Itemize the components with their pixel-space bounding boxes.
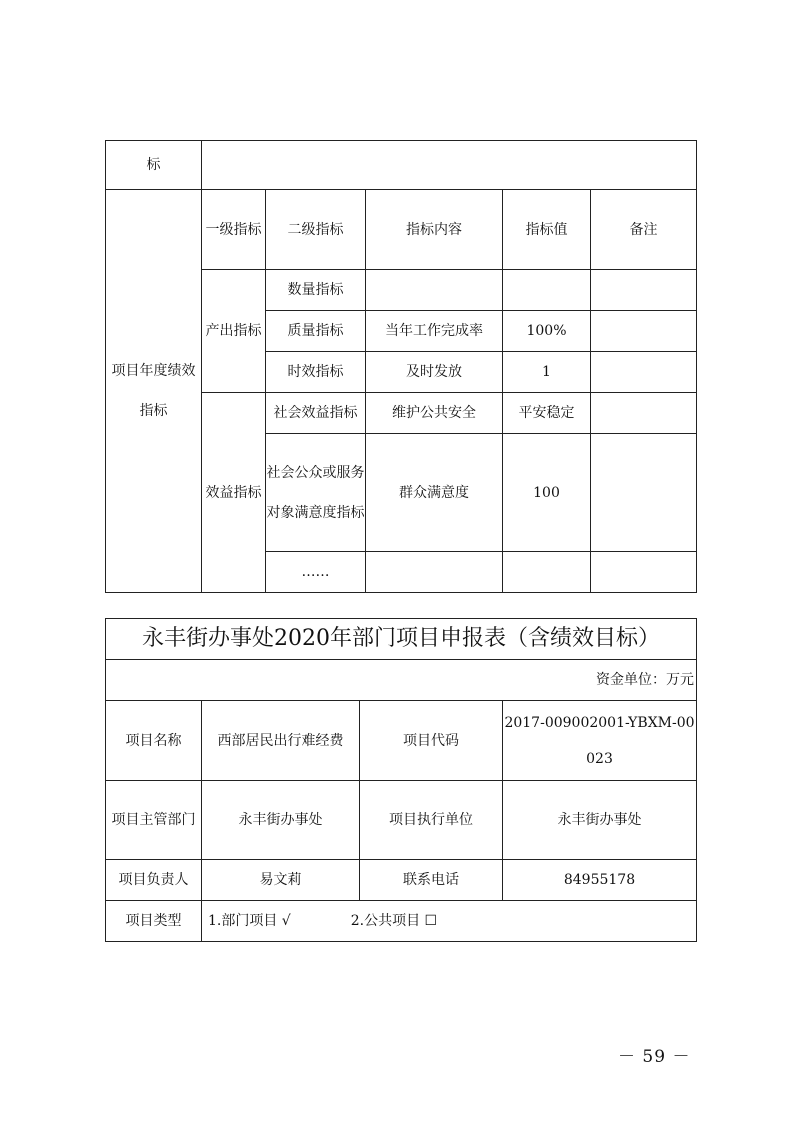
header-note: 备注 (591, 190, 697, 270)
project-code-value: 2017-009002001-YBXM-00023 (503, 701, 697, 781)
type-option-public[interactable]: 2.公共项目 ☐ (350, 913, 438, 929)
project-type-options (202, 901, 697, 942)
phone-label: 联系电话 (360, 860, 503, 901)
executor-label: 项目执行单位 (360, 781, 503, 860)
benefit-note (591, 393, 697, 434)
header-value: 指标值 (503, 190, 591, 270)
benefit-note (591, 434, 697, 552)
performance-indicators-table (105, 140, 697, 593)
supervisor-value: 永丰街办事处 (202, 781, 360, 860)
benefit-content: 维护公共安全 (366, 393, 503, 434)
output-value: 100% (503, 311, 591, 352)
output-note (591, 311, 697, 352)
project-name-label: 项目名称 (106, 701, 202, 781)
output-level2: 数量指标 (266, 270, 366, 311)
top-row-label: 标 (106, 141, 202, 190)
top-row-content (202, 141, 697, 190)
output-value (503, 270, 591, 311)
currency-unit: 资金单位：万元 (106, 660, 697, 701)
form-title: 永丰街办事处2020年部门项目申报表（含绩效目标） (106, 619, 697, 660)
output-content: 及时发放 (366, 352, 503, 393)
type-option-department[interactable]: 1.部门项目 √ (208, 913, 291, 929)
benefit-value: 100 (503, 434, 591, 552)
output-note (591, 352, 697, 393)
project-code-label: 项目代码 (360, 701, 503, 781)
project-type-label: 项目类型 (106, 901, 202, 942)
project-application-form (105, 618, 697, 942)
output-indicator-label: 产出指标 (202, 270, 266, 393)
project-name-value: 西部居民出行难经费 (202, 701, 360, 781)
benefit-indicator-label: 效益指标 (202, 393, 266, 593)
section-label: 项目年度绩效指标 (106, 190, 202, 593)
benefit-level2: 社会效益指标 (266, 393, 366, 434)
leader-label: 项目负责人 (106, 860, 202, 901)
benefit-content: 群众满意度 (366, 434, 503, 552)
output-content: 当年工作完成率 (366, 311, 503, 352)
header-content: 指标内容 (366, 190, 503, 270)
output-note (591, 270, 697, 311)
header-level2: 二级指标 (266, 190, 366, 270)
output-level2: 时效指标 (266, 352, 366, 393)
page-number: － 59 － (618, 1047, 691, 1067)
benefit-level2: 社会公众或服务对象满意度指标 (266, 434, 366, 552)
benefit-value: 平安稳定 (503, 393, 591, 434)
supervisor-label: 项目主管部门 (106, 781, 202, 860)
leader-value: 易文莉 (202, 860, 360, 901)
output-value: 1 (503, 352, 591, 393)
benefit-value (503, 552, 591, 593)
phone-value: 84955178 (503, 860, 697, 901)
benefit-note (591, 552, 697, 593)
output-level2: 质量指标 (266, 311, 366, 352)
header-level1: 一级指标 (202, 190, 266, 270)
benefit-level2: …… (266, 552, 366, 593)
executor-value: 永丰街办事处 (503, 781, 697, 860)
output-content (366, 270, 503, 311)
benefit-content (366, 552, 503, 593)
